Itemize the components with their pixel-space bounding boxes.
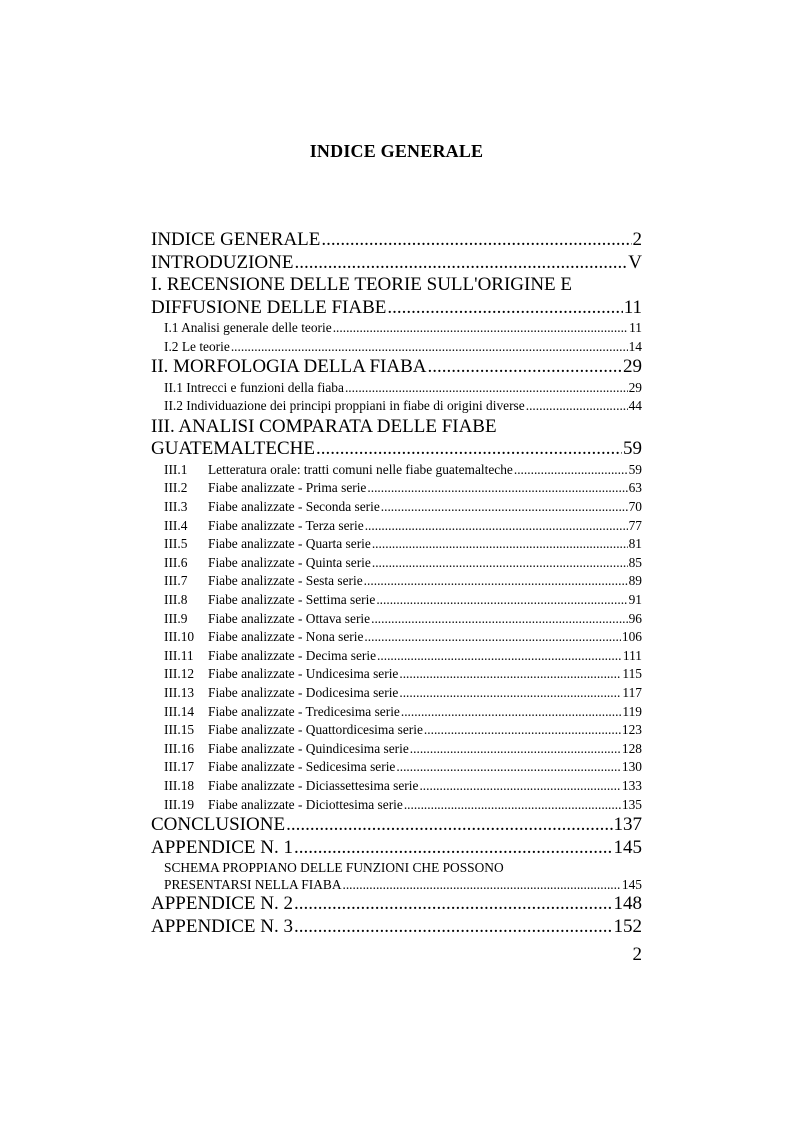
toc-page: 115 [622,666,642,682]
toc-page: 145 [613,836,642,858]
toc-page: 145 [621,877,642,893]
toc-label: II.1 Intrecci e funzioni della fiaba [164,379,344,395]
toc-entry-section-3-9[interactable] [151,610,642,629]
toc-page: 70 [628,499,642,515]
toc-page: 130 [621,759,642,775]
toc-entry-appendice-1-sub[interactable] [151,859,642,893]
toc-entry-section-3-2[interactable] [151,479,642,498]
toc-leader-dots [419,777,620,796]
toc-entry-chapter-3[interactable] [151,416,642,461]
toc-label: Fiabe analizzate - Nona serie [208,629,364,645]
toc-leader-dots [367,479,627,498]
toc-page: 135 [621,796,642,812]
toc-section-number: III.14 [164,703,195,719]
toc-leader-dots [381,498,628,517]
chapter-3-sections [151,461,642,814]
toc-entry-appendice-1[interactable] [151,837,642,860]
toc-page: 59 [623,438,642,460]
toc-leader-dots [377,647,622,666]
toc-label: Fiabe analizzate - Quattordicesima serie [208,722,423,738]
toc-leader-dots [424,721,621,740]
toc-section-number: III.8 [164,592,188,608]
toc-leader-dots [514,461,628,480]
toc-entry-section-2-1[interactable] [151,379,642,398]
toc-label: APPENDICE N. 2 [151,893,293,915]
toc-label: Fiabe analizzate - Undicesima serie [208,666,399,682]
toc-section-number: III.18 [164,777,195,793]
toc-page: 63 [628,480,642,496]
toc-section-number: III.16 [164,740,195,756]
toc-label: Fiabe analizzate - Diciassettesima serie [208,777,419,793]
toc-label-line2: GUATEMALTECHE [151,438,315,460]
toc-entry-introduzione[interactable] [151,252,642,275]
toc-label: Fiabe analizzate - Prima serie [208,480,367,496]
toc-page: 106 [621,629,642,645]
toc-leader-dots [286,814,612,837]
toc-page: 29 [628,379,642,395]
toc-page: 91 [628,592,642,608]
toc-page: 152 [613,915,642,937]
toc-label: CONCLUSIONE [151,814,286,836]
toc-label-line2: PRESENTARSI NELLA FIABA [164,877,342,893]
toc-page: 81 [628,536,642,552]
toc-label: APPENDICE N. 3 [151,915,293,937]
toc-label: Fiabe analizzate - Quinta serie [208,554,371,570]
toc-label: Fiabe analizzate - Sedicesima serie [208,759,396,775]
toc-entry-section-3-5[interactable] [151,535,642,554]
toc-page: 117 [622,685,642,700]
toc-entry-section-3-6[interactable] [151,554,642,573]
toc-page: 85 [628,554,642,570]
toc-section-number: III.13 [164,685,195,700]
toc-entry-section-3-14[interactable] [151,703,642,722]
toc-label: APPENDICE N. 1 [151,836,293,858]
toc-entry-section-3-4[interactable] [151,517,642,536]
toc-label: Fiabe analizzate - Diciottesima serie [208,796,403,812]
toc-leader-dots [364,572,628,591]
page-title: INDICE GENERALE [309,141,484,161]
toc-leader-dots [345,379,628,398]
toc-entry-section-3-17[interactable] [151,758,642,777]
toc-entry-section-3-8[interactable] [151,591,642,610]
toc-entry-section-3-11[interactable] [151,647,642,666]
toc-leader-dots [387,297,622,320]
toc-entry-section-1-1[interactable] [151,319,642,338]
toc-section-number: III.2 [164,480,188,496]
toc-label: Fiabe analizzate - Settima serie [208,592,376,608]
toc-section-number: III.9 [164,610,188,626]
toc-label: Fiabe analizzate - Seconda serie [208,499,380,515]
toc-page: 111 [622,647,642,663]
toc-entry-section-3-18[interactable] [151,777,642,796]
toc-leader-dots [404,796,621,815]
toc-section-number: III.15 [164,722,195,738]
page-number: 2 [632,944,642,965]
toc-entry-chapter-2[interactable] [151,356,642,379]
toc-leader-dots [372,554,628,573]
toc-entry-section-3-12[interactable] [151,665,642,684]
toc-page: 77 [628,517,642,533]
toc-leader-dots [371,610,628,629]
toc-page: 148 [613,893,642,915]
toc-label: I.2 Le teorie [164,338,230,354]
toc-label: II. MORFOLOGIA DELLA FIABA [151,356,427,378]
toc-page: 137 [613,814,642,836]
toc-leader-dots [365,517,628,536]
toc-label: II.2 Individuazione dei principi proppiani in fiabe di origini diverse [164,398,525,414]
toc-label: INTRODUZIONE [151,251,294,273]
toc-page: 89 [628,573,642,589]
toc-label: Fiabe analizzate - Sesta serie [208,573,363,589]
toc-label: Fiabe analizzate - Quindicesima serie [208,740,409,756]
toc-label: Fiabe analizzate - Terza serie [208,517,364,533]
toc-section-number: III.5 [164,536,188,552]
toc-label: Letteratura orale: tratti comuni nelle fiabe guatemalteche [208,461,513,477]
toc-section-number: III.3 [164,499,188,515]
toc-leader-dots [401,703,622,722]
toc-entry-chapter-1[interactable] [151,274,642,319]
toc-leader-dots [294,252,627,275]
toc-label-line1: I. RECENSIONE DELLE TEORIE SULL'ORIGINE E [151,274,573,295]
toc-page: 11 [629,320,642,335]
toc-page: 96 [628,610,642,626]
table-of-contents [151,229,642,938]
toc-page: 44 [628,398,642,414]
toc-leader-dots [410,740,621,759]
toc-entry-section-3-10[interactable] [151,628,642,647]
toc-label: Fiabe analizzate - Tredicesima serie [208,703,400,719]
toc-page: 11 [623,296,642,318]
toc-entry-section-3-7[interactable] [151,572,642,591]
toc-page: 14 [628,338,642,354]
toc-page: 123 [621,722,642,738]
toc-page: V [628,251,642,273]
toc-leader-dots [231,338,628,357]
toc-entry-section-3-15[interactable] [151,721,642,740]
toc-leader-dots [321,229,631,252]
toc-entry-appendice-2[interactable] [151,893,642,916]
toc-section-number: III.6 [164,554,188,570]
toc-label: I.1 Analisi generale delle teorie [164,320,332,335]
toc-entry-section-3-13[interactable] [151,684,642,703]
toc-label: INDICE GENERALE [151,229,321,250]
toc-leader-dots [372,535,628,554]
toc-label: Fiabe analizzate - Dodicesima serie [208,685,399,700]
toc-entry-section-3-19[interactable] [151,796,642,815]
toc-leader-dots [399,684,621,703]
toc-entry-indice[interactable] [151,229,642,252]
toc-entry-section-3-16[interactable] [151,740,642,759]
toc-leader-dots [294,893,613,916]
toc-leader-dots [294,837,613,860]
toc-label: Fiabe analizzate - Quarta serie [208,536,371,552]
toc-entry-section-3-1[interactable] [151,461,642,480]
toc-leader-dots [376,591,627,610]
toc-label-line2: DIFFUSIONE DELLE FIABE [151,296,387,318]
toc-label: Fiabe analizzate - Decima serie [208,647,377,663]
toc-label-line1: III. ANALISI COMPARATA DELLE FIABE [151,415,497,437]
toc-leader-dots [294,916,613,939]
toc-leader-dots [399,665,621,684]
toc-page: 133 [621,777,642,793]
toc-page: 59 [628,461,642,477]
toc-section-number: III.10 [164,629,195,645]
toc-page: 29 [623,356,642,378]
toc-entry-conclusione[interactable] [151,814,642,837]
toc-section-number: III.1 [164,461,188,477]
toc-page: 2 [632,229,642,250]
toc-leader-dots [342,876,620,893]
toc-leader-dots [526,397,628,416]
toc-label: Fiabe analizzate - Ottava serie [208,610,371,626]
toc-entry-section-2-2[interactable] [151,397,642,416]
toc-page: 119 [622,703,642,719]
toc-leader-dots [316,438,622,461]
toc-section-number: III.12 [164,666,195,682]
toc-entry-section-3-3[interactable] [151,498,642,517]
toc-leader-dots [428,356,623,379]
toc-section-number: III.7 [164,573,188,589]
toc-leader-dots [364,628,621,647]
toc-leader-dots [396,758,621,777]
toc-section-number: III.19 [164,796,195,812]
toc-section-number: III.17 [164,759,195,775]
toc-section-number: III.11 [164,647,194,663]
toc-entry-appendice-3[interactable] [151,916,642,939]
toc-section-number: III.4 [164,517,188,533]
toc-label-line1: SCHEMA PROPPIANO DELLE FUNZIONI CHE POSSONO [164,860,504,876]
toc-leader-dots [333,319,628,338]
toc-entry-section-1-2[interactable] [151,338,642,357]
toc-page: 128 [621,740,642,756]
